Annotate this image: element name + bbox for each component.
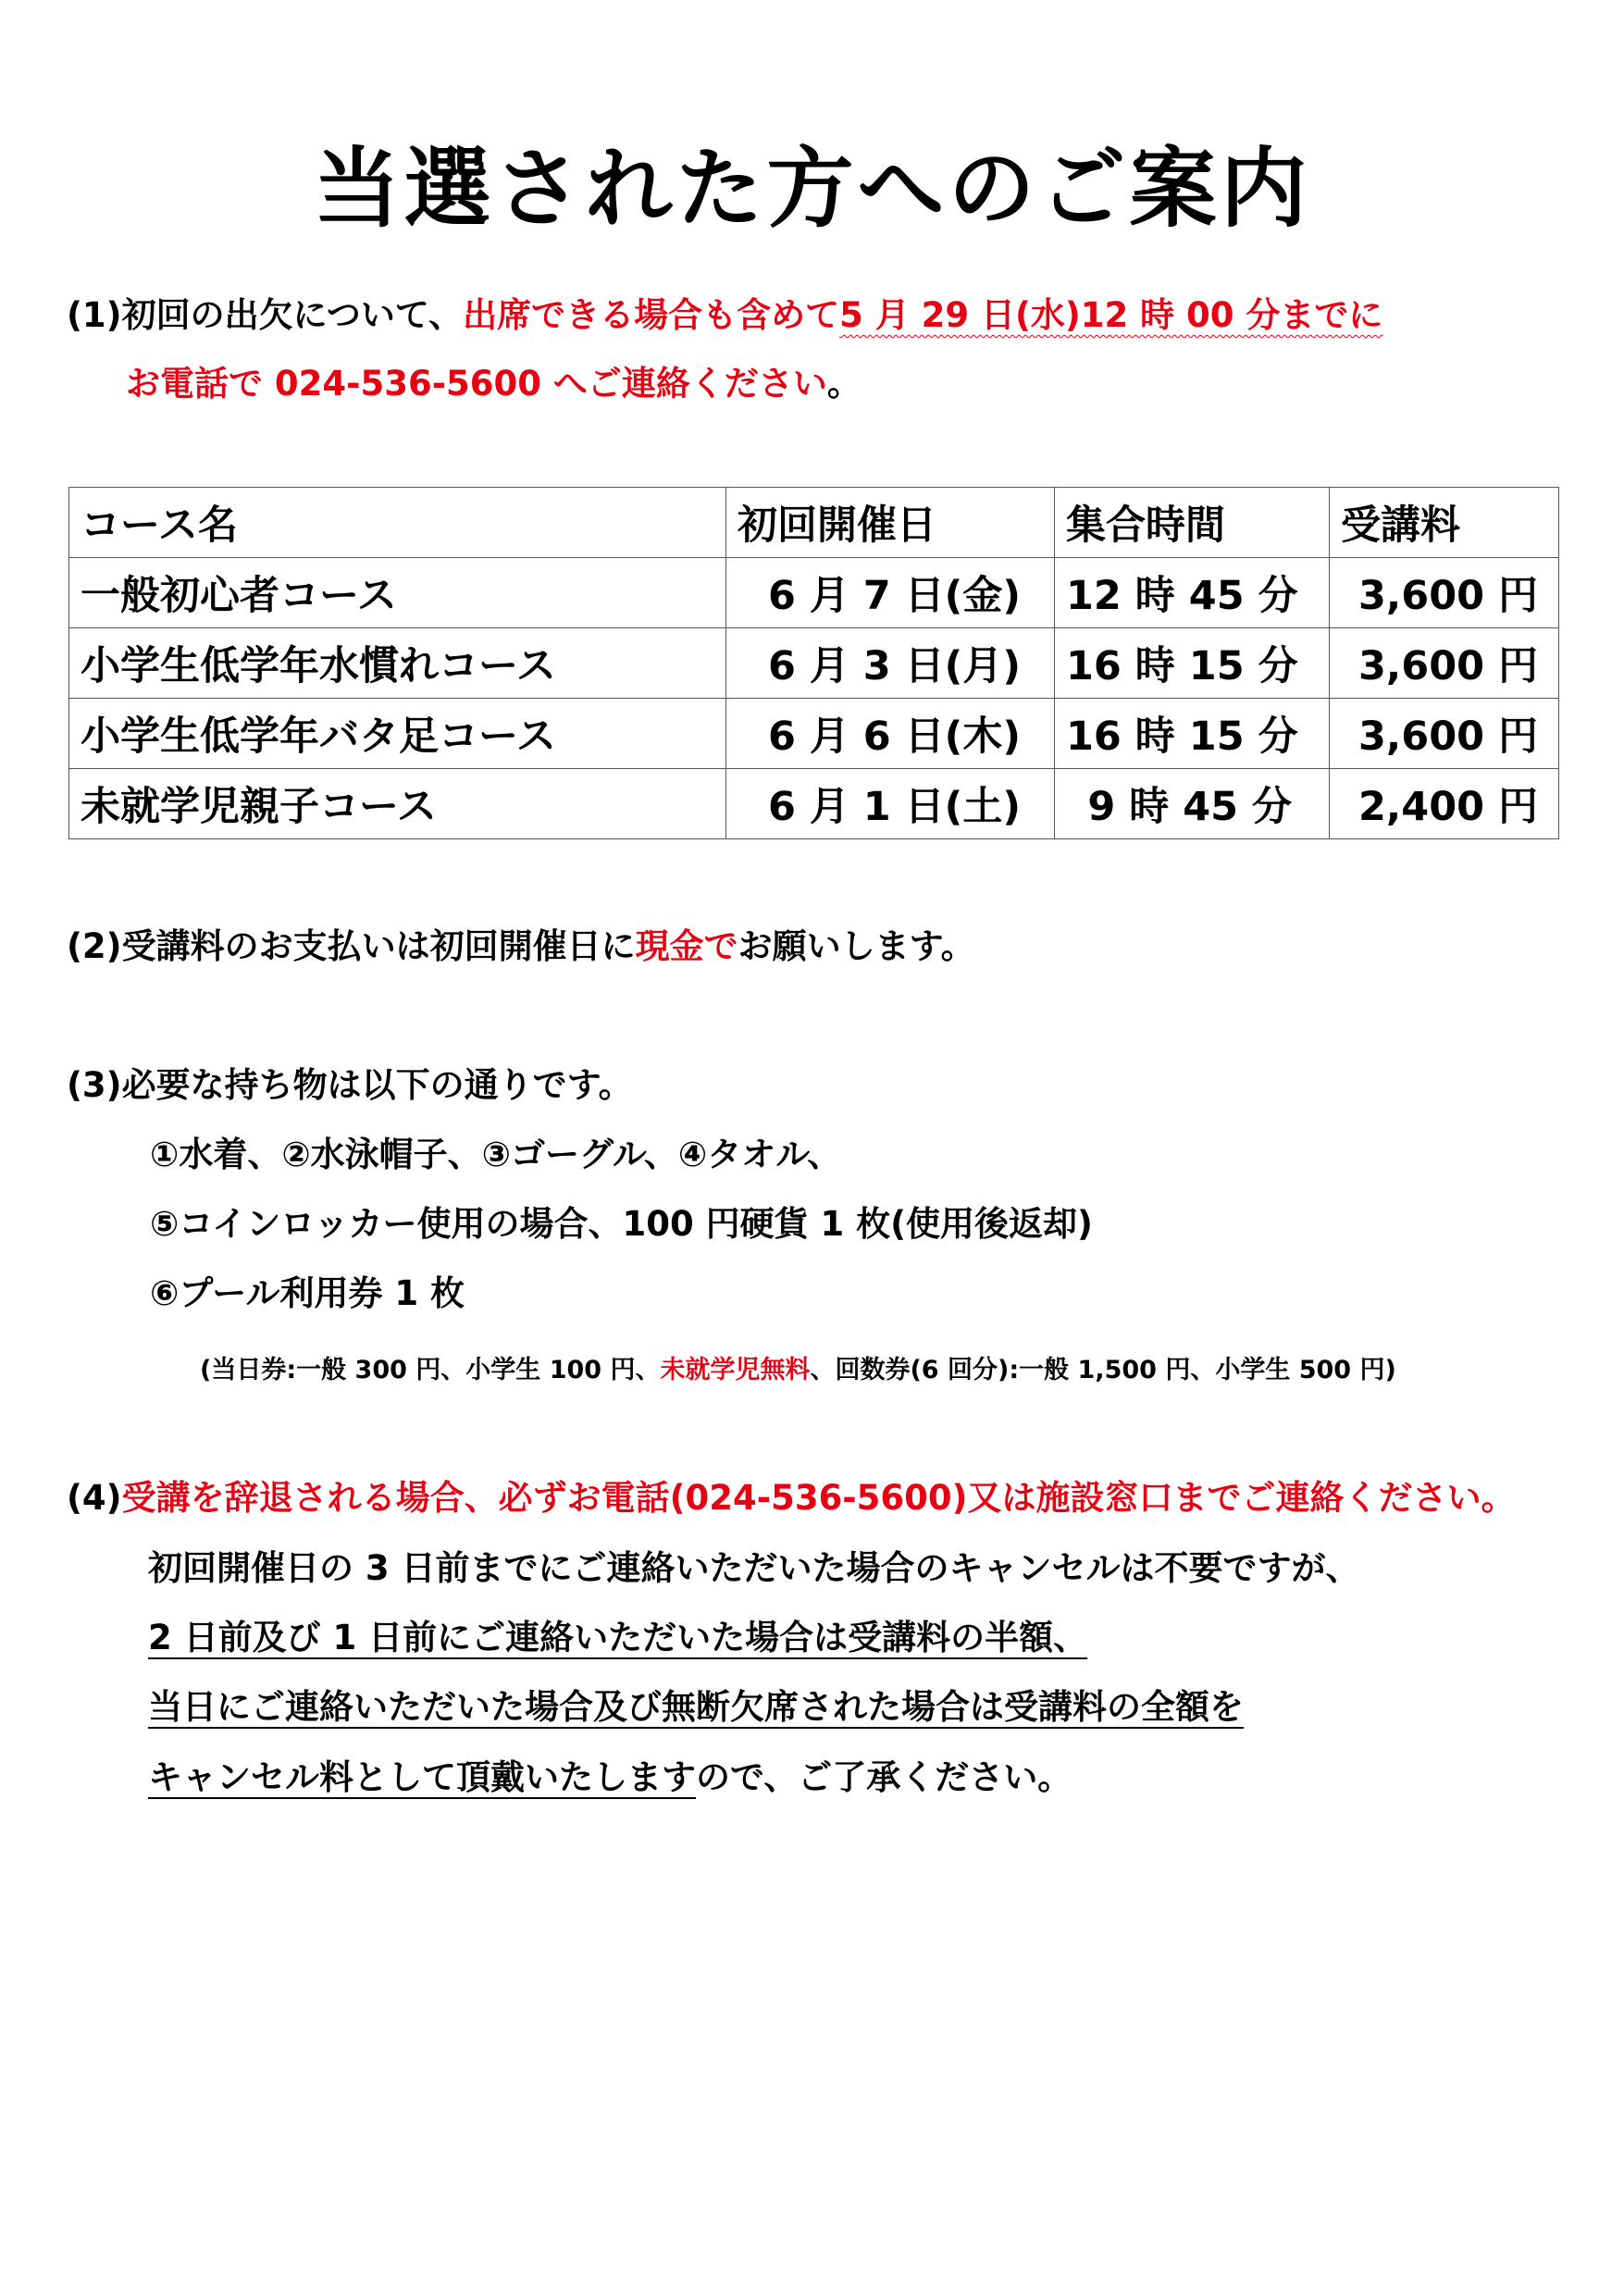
table-row [69,558,1559,628]
header-course-name: コース名 [69,488,726,558]
section3-items-line3: ⑥プール利用券 1 枚 [150,1273,465,1313]
cell-fee: 3,600 円 [1330,699,1559,769]
section3-items-line1: ①水着、②水泳帽子、③ゴーグル、④タオル、 [150,1135,842,1174]
cell-fee: 3,600 円 [1330,628,1559,699]
section1-attendance-note: 出席できる場合も含めて [463,295,840,335]
section1-deadline: 5 月 29 日(水)12 時 00 分までに [839,295,1383,335]
section4-cancel-instruction: 受講を辞退される場合、必ずお電話(024-536-5600)又は施設窓口までご連絡ください。 [121,1478,1516,1518]
table-row [69,628,1559,699]
table-header-row [69,488,1559,558]
header-fee: 受講料 [1330,488,1559,558]
section3-line [67,1064,633,1107]
section1-number: (1) [67,295,122,335]
cell-date: 6 月 3 日(月) [726,628,1055,699]
section3-ticket-note [200,1349,1396,1392]
section2-cash: 現金で [635,926,738,966]
cell-time: 12 時 45 分 [1055,558,1330,628]
page-title: 当選された方へのご案内 [313,139,1311,240]
section4-closing: ので、ご了承ください。 [696,1757,1072,1797]
table-row [69,699,1559,769]
cell-course: 小学生低学年水慣れコース [69,628,726,699]
cell-fee: 2,400 円 [1330,769,1559,839]
cell-fee: 3,600 円 [1330,558,1559,628]
section1-line2 [126,363,862,405]
section2-line [67,925,975,968]
section3-text: 必要な持ち物は以下の通りです。 [121,1065,633,1105]
cell-course: 小学生低学年バタ足コース [69,699,726,769]
section2-text-end: お願いします。 [738,926,975,966]
section4-cancel-fee: キャンセル料として頂戴いたします [148,1757,696,1797]
header-first-date: 初回開催日 [726,488,1055,558]
section4-line2: 初回開催日の 3 日前までにご連絡いただいた場合のキャンセルは不要ですが、 [148,1548,1360,1588]
section1-period: 。 [826,364,862,403]
header-meeting-time: 集合時間 [1055,488,1330,558]
cell-time: 16 時 15 分 [1055,628,1330,699]
cell-course: 未就学児親子コース [69,769,726,839]
section2-number: (2) [67,926,122,966]
cell-course: 一般初心者コース [69,558,726,628]
ticket-note-free: 未就学児無料 [660,1356,811,1384]
section4-number: (4) [67,1478,122,1518]
section3-number: (3) [67,1065,122,1105]
section1-phone-instruction: お電話で 024-536-5600 へご連絡ください [126,364,827,403]
cell-date: 6 月 6 日(木) [726,699,1055,769]
section3-items-line2: ⑤コインロッカー使用の場合、100 円硬貨 1 枚(使用後返却) [150,1204,1093,1244]
ticket-note-text: (当日券:一般 300 円、小学生 100 円、 [200,1356,661,1384]
section1-line1 [67,294,1382,337]
section4-line3: 2 日前及び 1 日前にご連絡いただいた場合は受講料の半額、 [148,1618,1088,1657]
cell-date: 6 月 1 日(土) [726,769,1055,839]
ticket-note-text-end: 、回数券(6 回分):一般 1,500 円、小学生 500 円) [810,1356,1396,1384]
cell-date: 6 月 7 日(金) [726,558,1055,628]
table-row [69,769,1559,839]
course-table [68,487,1559,839]
section4-line4: 当日にご連絡いただいた場合及び無断欠席された場合は受講料の全額を [148,1687,1244,1727]
cell-time: 16 時 15 分 [1055,699,1330,769]
section4-line5 [148,1756,1072,1799]
cell-time: 9 時 45 分 [1055,769,1330,839]
section4-line1 [67,1477,1516,1520]
section2-text: 受講料のお支払いは初回開催日に [121,926,636,966]
section1-text: 初回の出欠について、 [121,295,464,335]
